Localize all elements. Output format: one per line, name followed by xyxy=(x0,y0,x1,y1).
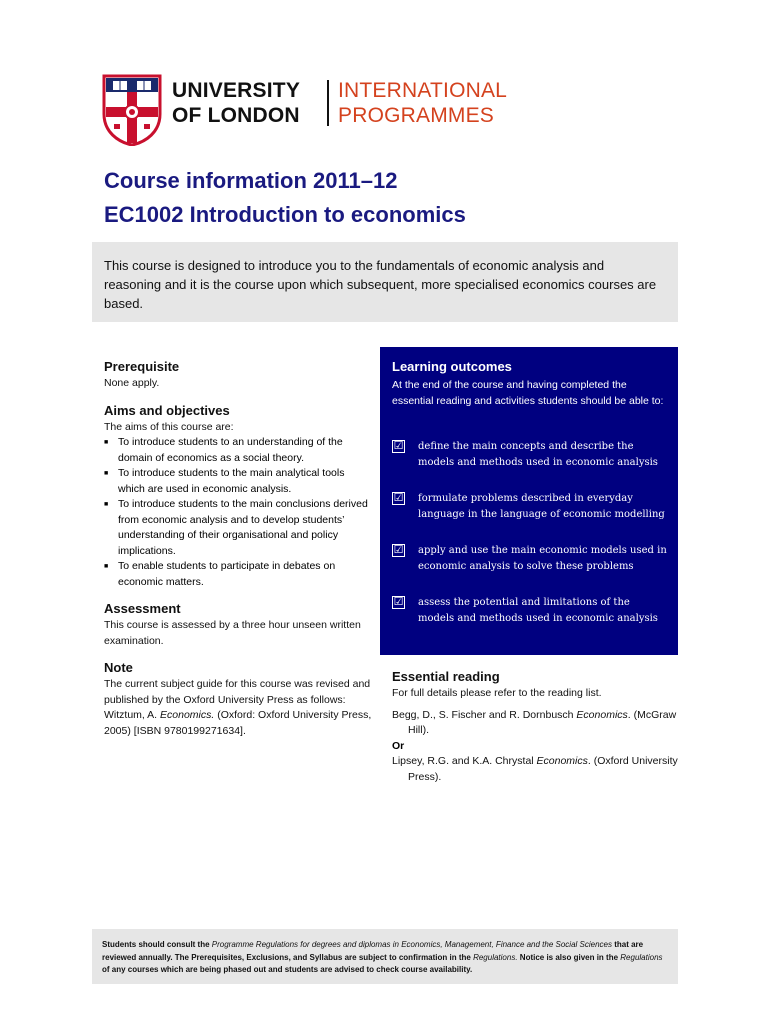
page-title: Course information 2011–12 xyxy=(104,168,398,193)
checkbox-checked-icon: ☑ xyxy=(393,544,404,556)
note-text: The current subject guide for this course was revised and published by the Oxford University Press as follows: Witztum, A. Economics. (Oxford: Oxford University Press, 2005) [ISBN 9780199271634]. xyxy=(104,678,372,737)
left-column xyxy=(104,358,374,739)
aims-list xyxy=(104,435,374,590)
outcomes-heading: Learning outcomes xyxy=(392,359,512,374)
university-logo xyxy=(102,74,522,146)
essential-reading xyxy=(392,668,678,785)
outcome-item: ☑ define the main concepts and describe the models and methods used in economic analysis xyxy=(393,440,658,468)
logo-university-text: UNIVERSITY OF LONDON xyxy=(172,79,301,127)
list-item: ■ To enable students to participate in debates on economic matters. xyxy=(104,559,374,590)
reading-or: Or xyxy=(392,739,405,752)
aims-intro: The aims of this course are: xyxy=(104,420,234,433)
prerequisite-heading: Prerequisite xyxy=(104,359,180,374)
outcome-item: ☑ formulate problems described in everyday language in the language of economic modelling xyxy=(393,492,665,520)
prerequisite-text: None apply. xyxy=(104,377,160,389)
outcome-item: ☑ apply and use the main economic models used in economic analysis to solve these problems xyxy=(393,544,667,572)
reference-lipsey: Lipsey, R.G. and K.A. Chrystal Economics. (Oxford University Press). xyxy=(392,755,678,783)
list-item: ■ To introduce students to the main conclusions derived from economic analysis and to develop students’ understanding of their organisational and policy implications. xyxy=(104,497,374,559)
learning-outcomes-panel xyxy=(380,347,678,655)
assessment-text: This course is assessed by a three hour unseen written examination. xyxy=(104,619,361,647)
intro-panel xyxy=(92,242,678,322)
list-item: ■ To introduce students to an understanding of the domain of economics as a social theory. xyxy=(104,435,374,466)
outcome-item: ☑ assess the potential and limitations of the models and methods used in economic analysis xyxy=(393,596,658,624)
reading-intro: For full details please refer to the reading list. xyxy=(392,687,602,699)
reference-begg: Begg, D., S. Fischer and R. Dornbusch Economics. (McGraw Hill). xyxy=(392,708,677,736)
list-item: ■ To introduce students to the main analytical tools which are used in economic analysis. xyxy=(104,466,374,497)
university-crest-icon xyxy=(102,74,162,146)
reading-heading: Essential reading xyxy=(392,669,500,684)
course-title: EC1002 Introduction to economics xyxy=(104,202,466,227)
checkbox-checked-icon: ☑ xyxy=(393,596,404,608)
footer-text: Students should consult the Programme Regulations for degrees and diplomas in Economics, Management, Finance and the Social Sciences that are reviewed annually. The Prerequisites, Exclusions, and Syllabus are subject to confirmation in the Regulations. Notice is also given in the Regulations of any courses which are being phased out and students are advised to check course availability. xyxy=(102,940,663,974)
aims-heading: Aims and objectives xyxy=(104,402,230,418)
footer-notice xyxy=(92,929,678,984)
assessment-heading: Assessment xyxy=(104,601,181,616)
logo-divider xyxy=(327,80,329,126)
checkbox-checked-icon: ☑ xyxy=(393,492,404,504)
outcomes-intro: At the end of the course and having completed the essential reading and activities students should be able to: xyxy=(392,379,664,407)
note-heading: Note xyxy=(104,660,133,675)
logo-programmes-text: INTERNATIONAL PROGRAMMES xyxy=(338,79,508,127)
intro-text: This course is designed to introduce you to the fundamentals of economic analysis and reasoning and it is the course upon which subsequent, more specialised economics courses are based. xyxy=(104,258,657,311)
checkbox-checked-icon: ☑ xyxy=(393,440,404,452)
